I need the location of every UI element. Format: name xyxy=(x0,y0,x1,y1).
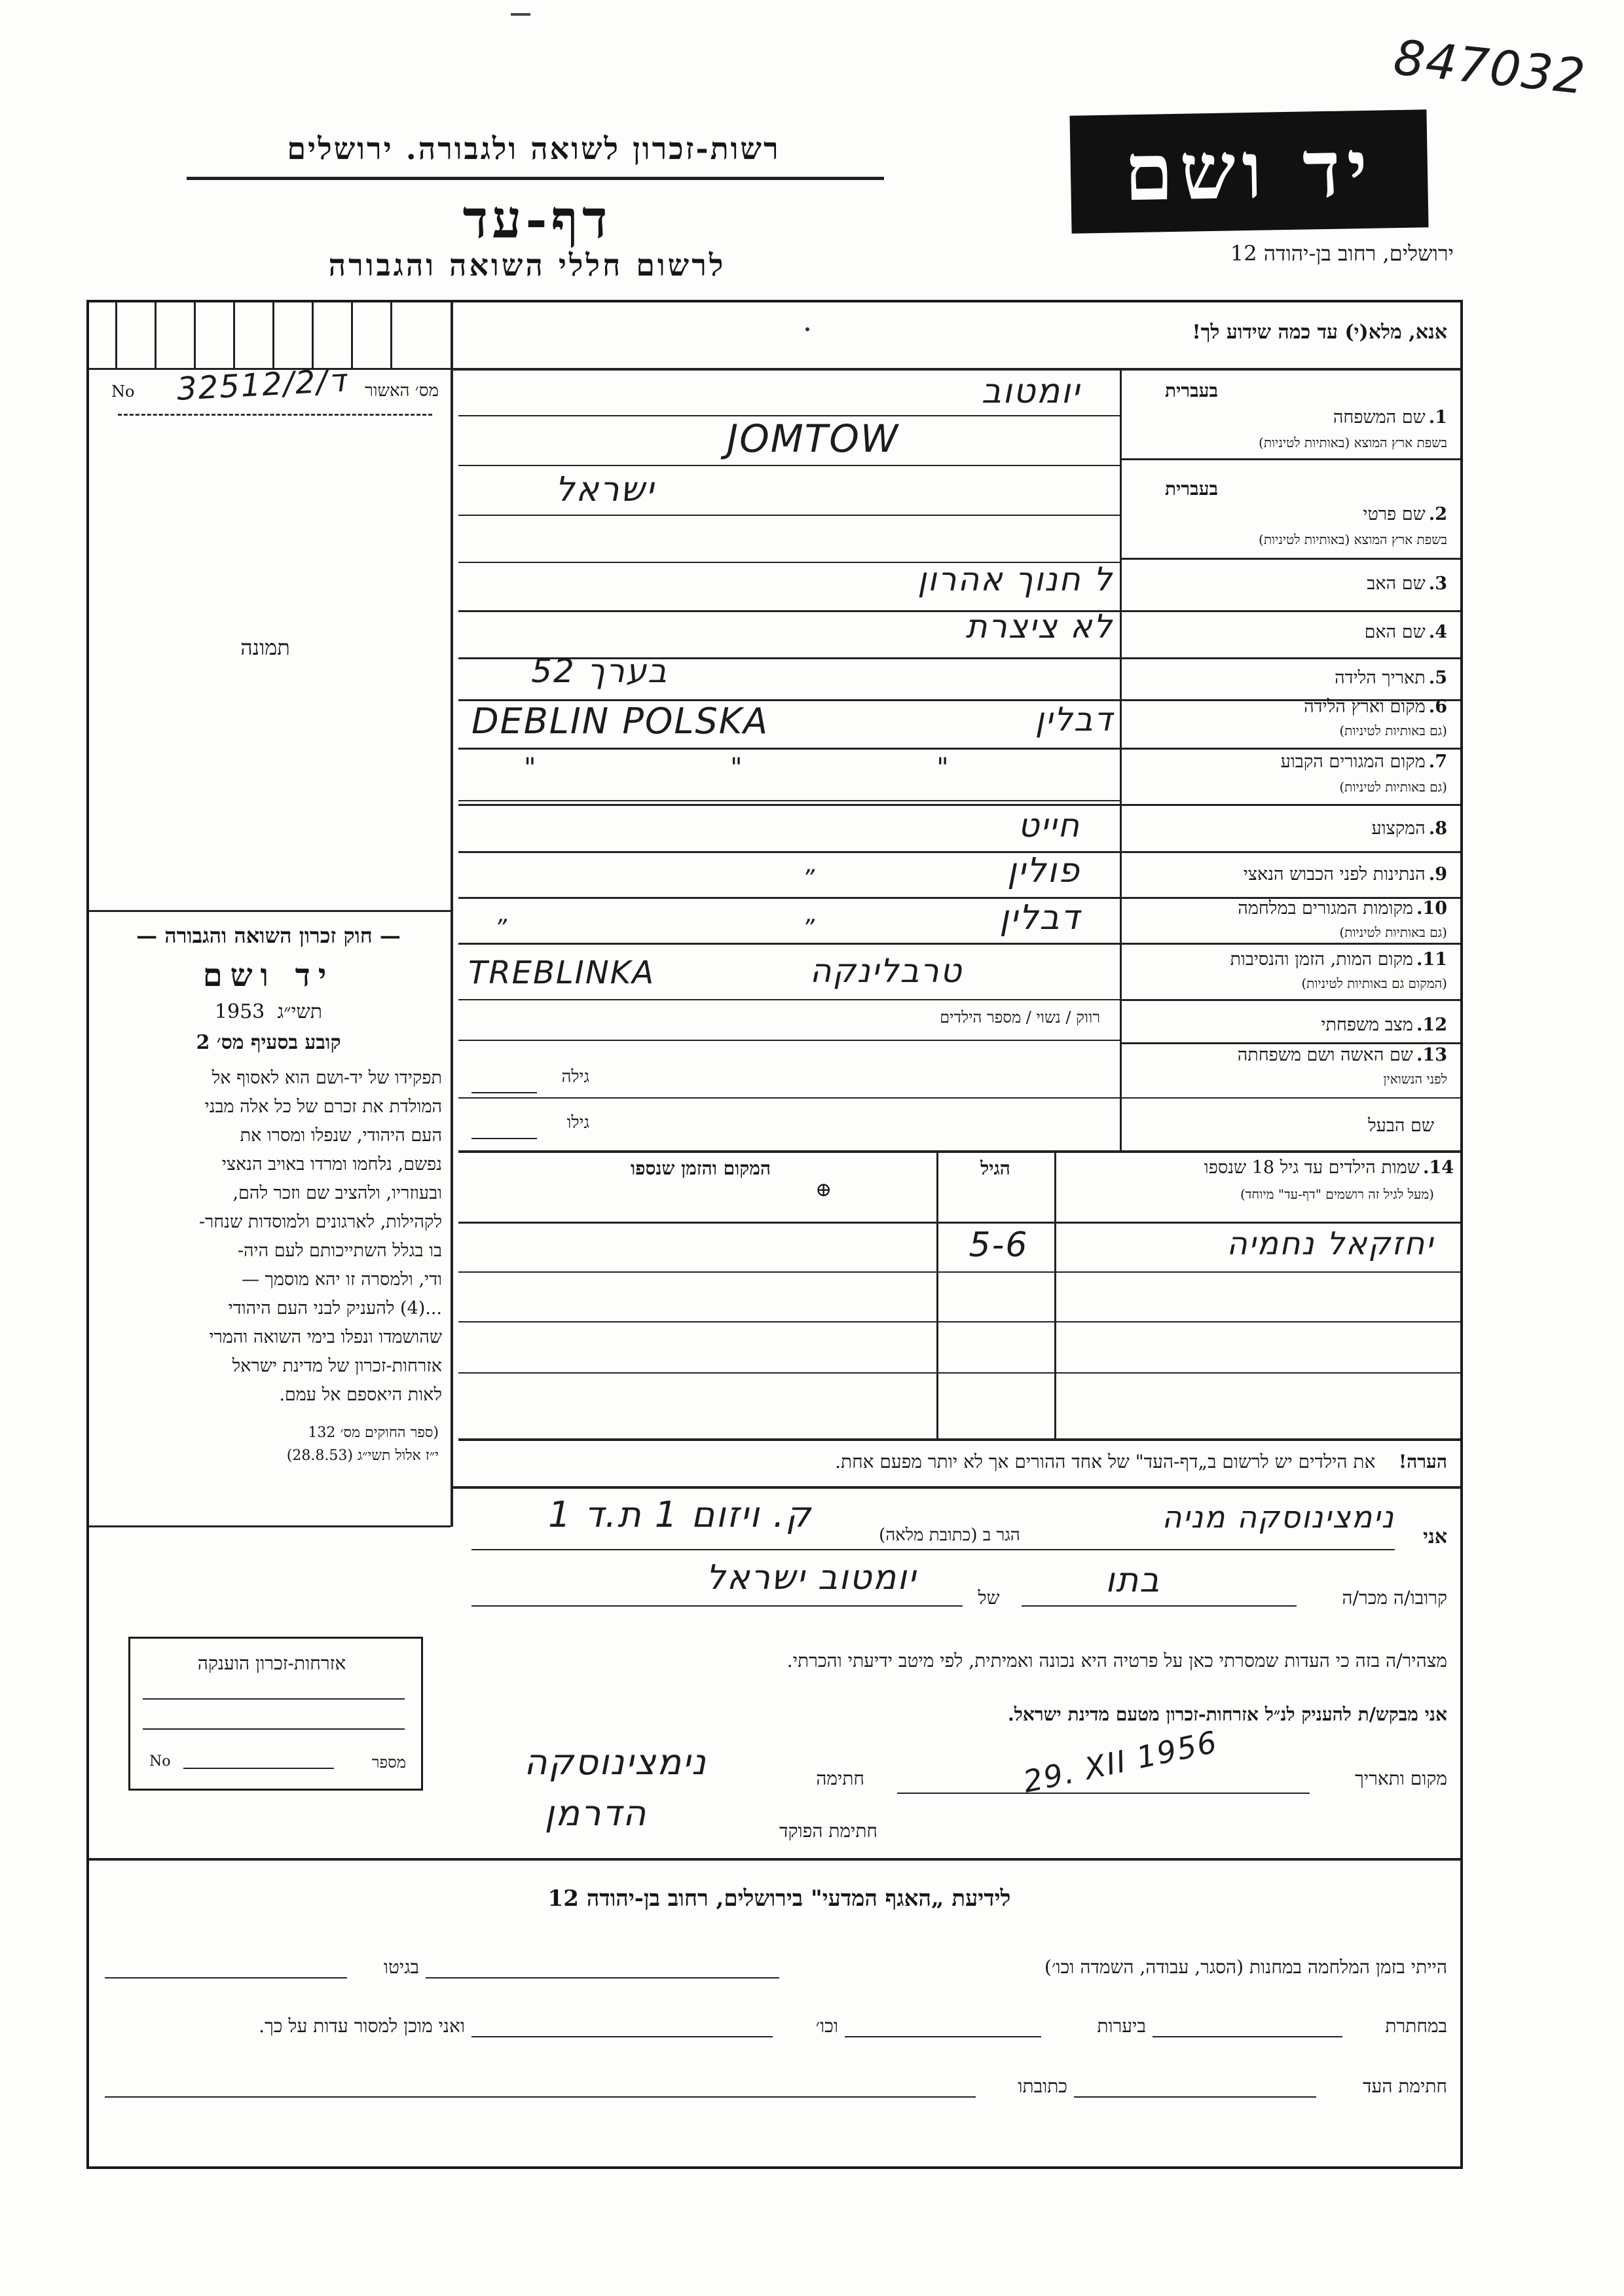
law-line: נפשם, נלחמו ומרדו באויב הנאצי xyxy=(221,1154,442,1175)
field-9-ditto: „ xyxy=(805,851,819,878)
header-address: ירושלים, רחוב בן-יהודה 12 xyxy=(1230,241,1454,266)
field-1-hebrew-value: יומטוב xyxy=(981,372,1080,411)
field-1-sub: בשפת ארץ המוצא (באותיות לטיניות) xyxy=(1259,435,1447,450)
witness-officer-label: חתימת הפוקד xyxy=(779,1820,877,1842)
field-6-hebrew-value: דבלין xyxy=(1035,701,1113,738)
field-3-label: 3. שם האב xyxy=(1367,574,1447,594)
footer-line1-start: הייתי בזמן המלחמה במחנות (הסגר, עבודה, השמדה וכו׳) xyxy=(1044,1956,1447,1978)
field-2-hebrew-value: ישראל xyxy=(555,470,655,509)
photo-label: תמונה xyxy=(240,635,290,660)
witness-officer-value: הדרמן xyxy=(544,1793,648,1834)
child-1-name: יחזקאל נחמיה xyxy=(1227,1226,1434,1262)
law-body xyxy=(95,1064,442,1410)
field-4-name: שם האם xyxy=(1364,622,1426,642)
law-citation-1: (ספר החוקים מס׳ 132 xyxy=(308,1425,439,1441)
authority-name: רשות-זכרון לשואה ולגבורה. ירושלים xyxy=(287,131,781,166)
field-13-age-label: גילה xyxy=(561,1067,589,1087)
field-husband-label: שם הבעל xyxy=(1368,1116,1434,1136)
field-2-sub: בשפת ארץ המוצא (באותיות לטיניות) xyxy=(1259,532,1447,547)
law-title: — חוק זכרון השואה והגבורה — xyxy=(136,923,401,948)
witness-signature-label: חתימה xyxy=(816,1768,864,1789)
children-place-mark: ⊕ xyxy=(815,1178,832,1201)
footer-line2-a: במחתרת xyxy=(1385,2015,1447,2037)
law-logo: יד ושם xyxy=(202,957,335,994)
witness-ani-label: אני xyxy=(1423,1525,1447,1548)
field-1-label: 1. שם המשפחה xyxy=(1333,407,1447,428)
note xyxy=(458,1451,1447,1473)
witness-of-value: יומטוב ישראל xyxy=(706,1558,917,1597)
registration-label: מס׳ האשור xyxy=(365,381,439,401)
field-4-label: 4. שם האם xyxy=(1364,622,1447,642)
law-year-number: 1953 xyxy=(214,1000,265,1023)
law-clause: קובע בסעיף מס׳ 2 xyxy=(196,1031,341,1054)
field-9-label: 9. הנתינות לפני הכבוש הנאצי xyxy=(1243,864,1447,884)
law-line: אזרחות-זכרון של מדינת ישראל xyxy=(232,1356,442,1376)
field-13-sub: לפני הנשואין xyxy=(1383,1071,1447,1087)
witness-place-date-label: מקום ותאריך xyxy=(1354,1768,1447,1789)
field-13-label: 13. שם האשה ושם משפחתה xyxy=(1237,1045,1447,1065)
field-10-value: דבלין xyxy=(999,898,1080,938)
footer-title: לידיעת „האגף המדעי" בירושלים, רחוב בן-יהודה 12 xyxy=(547,1886,1011,1912)
certificate-number-label: מספר xyxy=(371,1753,406,1772)
field-12-label: 12. מצב משפחתי xyxy=(1321,1015,1447,1035)
scan-mark xyxy=(805,327,809,331)
footer-line1-end: בגיטו xyxy=(383,1956,419,1978)
field-7-label: 7. מקום המגורים הקבוע xyxy=(1280,752,1447,772)
field-3-value: ל חנוך אהרון xyxy=(917,560,1113,598)
field-11-label: 11. מקום המות, הזמן והנסיבות xyxy=(1230,949,1447,970)
form-subtitle: לרשום חללי השואה והגבורה xyxy=(328,247,726,283)
field-6-name: מקום וארץ הלידה xyxy=(1304,697,1426,717)
certificate-title: אזרחות-זכרון הוענקה xyxy=(197,1652,346,1674)
field-8-name: המקצוע xyxy=(1371,818,1426,839)
witness-declaration: מצהיר/ה בזה כי העדות שמסרתי כאן על פרטיה היא נכונה ואמיתית, לפי מיטב ידיעתי והכרתי. xyxy=(786,1650,1447,1671)
note-prefix: הערה! xyxy=(1398,1451,1447,1472)
field-5-label: 5. תאריך הלידה xyxy=(1335,668,1447,688)
form-title: דף-עד xyxy=(462,189,612,250)
field-2-name: שם פרטי xyxy=(1363,504,1426,524)
field-7-value: " " " xyxy=(524,753,950,783)
children-label: 14. שמות הילדים עד גיל 18 שנספו xyxy=(1204,1157,1454,1178)
law-citation-2: י״ז אלול תשי״ג (28.8.53) xyxy=(286,1448,439,1464)
field-husband-age-label: גילו xyxy=(566,1113,589,1133)
witness-date-stamp: 29. XII 1956 xyxy=(1020,1724,1221,1800)
field-7-name: מקום המגורים הקבוע xyxy=(1280,752,1426,772)
field-11-hebrew-value: טרבלינקה xyxy=(809,952,963,990)
field-8-label: 8. המקצוע xyxy=(1371,818,1447,839)
instruction-top: אנא, מלא(י) עד כמה שידוע לך! xyxy=(1192,321,1447,344)
children-sub: (מעל לגיל זה רושמים "דף-עד" מיוחד) xyxy=(1240,1186,1434,1202)
witness-of-label: של xyxy=(978,1587,1000,1609)
law-line: ובעוזריו, ולהציב שם וזכר להם, xyxy=(232,1183,442,1203)
law-line: ...(4) להעניק לבני העם היהודי xyxy=(228,1298,442,1319)
registration-no-label: No xyxy=(111,382,135,401)
field-1-name: שם המשפחה xyxy=(1333,407,1426,428)
witness-name-value: נימצינוסקה מניה xyxy=(1162,1499,1395,1535)
field-8-value: חייט xyxy=(1018,807,1080,845)
field-11-sub: (המקום גם באותיות לטיניות) xyxy=(1301,975,1447,991)
witness-relation-value: בתו xyxy=(1105,1561,1161,1600)
children-age-header: הגיל xyxy=(980,1157,1010,1179)
field-12-options: רווק / נשוי / מספר הילדים xyxy=(940,1008,1100,1027)
field-5-value: בערך 52 xyxy=(531,652,668,690)
law-line: המולדת את זכרם של כל אלה מבני xyxy=(204,1097,442,1117)
law-year-hebrew: תשי״ג xyxy=(277,1000,323,1023)
law-line: לקהילות, לארגונים ולמוסדות שנחר- xyxy=(198,1212,442,1232)
child-1-age: 5-6 xyxy=(969,1226,1029,1265)
field-10-label: 10. מקומות המגורים במלחמה xyxy=(1238,898,1447,919)
field-10-sub: (גם באותיות לטיניות) xyxy=(1339,924,1447,940)
footer-line3-a: חתימת העד xyxy=(1363,2075,1447,2097)
footer-line2-d: ואני מוכן למסור עדות על כך. xyxy=(259,2015,465,2037)
certificate-no-label: No xyxy=(149,1753,171,1770)
hebrew-label-2: בעברית xyxy=(1164,478,1218,500)
field-6-sub: (גם באותיות לטיניות) xyxy=(1339,723,1447,738)
law-line: לאות היאספם אל עמם. xyxy=(279,1385,442,1405)
field-4-value: לא ציצרת xyxy=(965,608,1113,646)
archive-number: 847032 xyxy=(1391,29,1589,106)
field-10-ditto-2: „ xyxy=(805,901,819,928)
footer-line3-b: כתובתו xyxy=(1018,2075,1067,2097)
witness-resides-label: הגר ב (כתובת מלאה) xyxy=(879,1525,1020,1545)
witness-request: אני מבקש/ת להעניק לנ״ל אזרחות-זכרון מטעם מדינת ישראל. xyxy=(1008,1704,1447,1725)
field-6-latin-value: DEBLIN POLSKA xyxy=(471,701,769,742)
field-3-name: שם האב xyxy=(1367,574,1426,594)
law-line: שהושמדו ונפלו בימי השואה והמרי xyxy=(209,1327,442,1347)
field-2-label: 2. שם פרטי xyxy=(1363,504,1447,524)
field-6-label: 6. מקום וארץ הלידה xyxy=(1304,697,1447,717)
hebrew-label: בעברית xyxy=(1164,380,1218,401)
scan-mark xyxy=(511,13,530,16)
field-10-name: מקומות המגורים במלחמה xyxy=(1238,898,1413,919)
law-line: העם היהודי, שנפלו ומסרו את xyxy=(240,1125,442,1146)
note-text: את הילדים יש לרשום ב„דף-העד" של אחד ההורים אך לא יותר מפעם אחת. xyxy=(835,1451,1376,1472)
field-7-sub: (גם באותיות לטיניות) xyxy=(1339,779,1447,795)
footer-line2-b: ביערות xyxy=(1097,2015,1146,2037)
law-line: בו בגלל השתייכותם לעם היה- xyxy=(237,1241,442,1261)
registration-value: 32512/ד/2 xyxy=(175,362,348,408)
field-11-name: מקום המות, הזמן והנסיבות xyxy=(1230,949,1413,970)
law-line: תפקידו של יד-ושם הוא לאסוף אל xyxy=(212,1068,442,1088)
witness-address-value: ק. ויזום 1 ת.ד 1 xyxy=(547,1494,812,1535)
children-place-header: המקום והזמן שנספו xyxy=(631,1157,771,1179)
field-5-name: תאריך הלידה xyxy=(1335,668,1426,688)
field-12-name: מצב משפחתי xyxy=(1321,1015,1413,1035)
field-9-name: הנתינות לפני הכבוש הנאצי xyxy=(1243,864,1426,884)
witness-relation-label: קרובו/ה מכר/ה xyxy=(1342,1587,1447,1609)
footer-line2-c: וכו׳ xyxy=(815,2015,838,2037)
field-10-ditto-1: „ xyxy=(498,901,511,928)
field-1-latin-value: JOMTOW xyxy=(727,416,900,461)
logo-text: יד ושם xyxy=(1123,122,1375,219)
law-year xyxy=(92,1000,445,1023)
field-9-value: פולין xyxy=(1007,851,1080,890)
law-line: ודי, ולמסרה זו יהא מוסמך — xyxy=(242,1269,442,1290)
field-11-latin-value: TREBLINKA xyxy=(468,955,655,991)
field-13-name: שם האשה ושם משפחתה xyxy=(1237,1045,1413,1065)
witness-signature-value: נימצינוסקה xyxy=(524,1741,707,1783)
children-name: שמות הילדים עד גיל 18 שנספו xyxy=(1204,1157,1420,1178)
yad-vashem-logo xyxy=(1069,109,1428,233)
